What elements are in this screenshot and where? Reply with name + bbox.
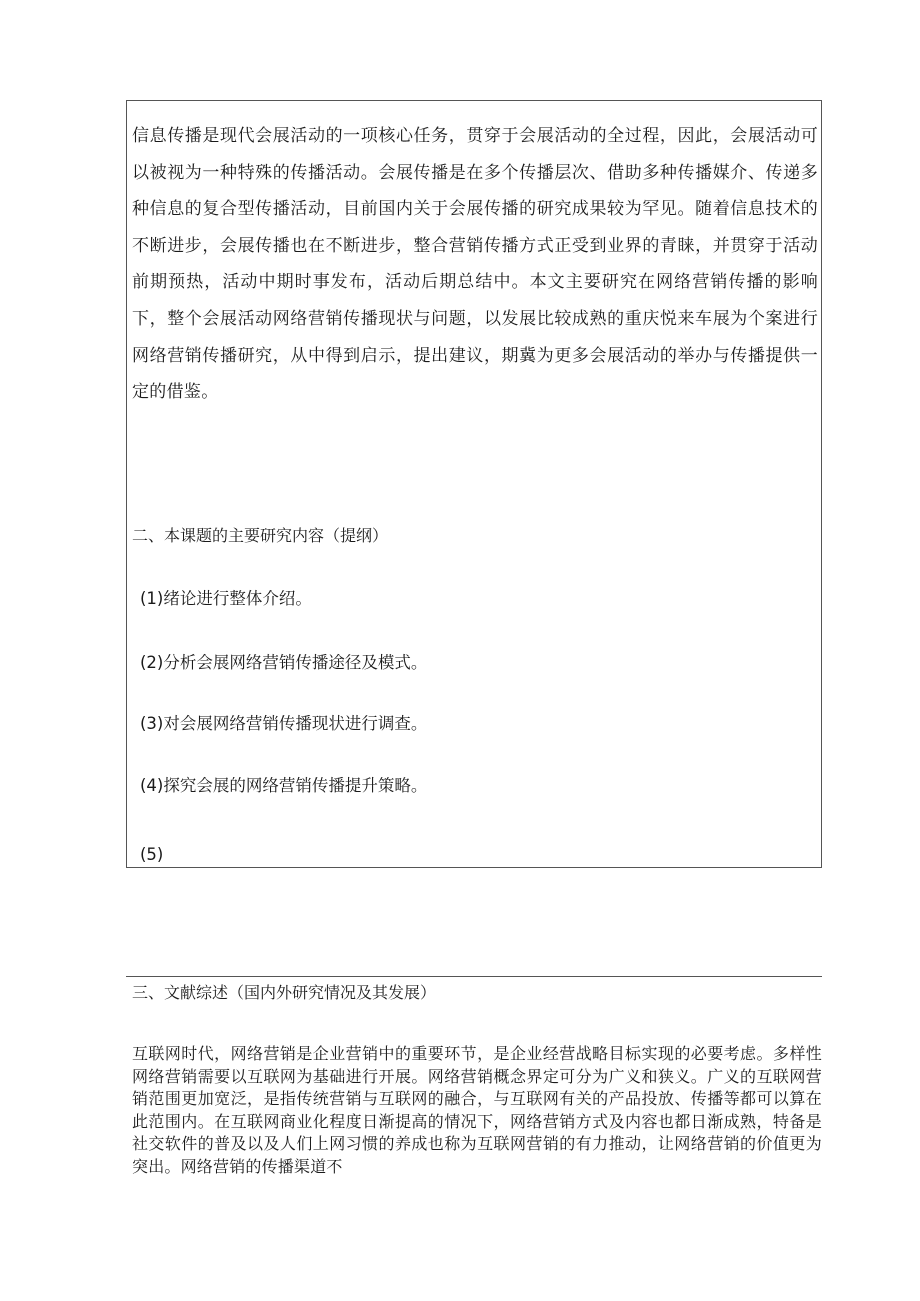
outline-item-5: (5) xyxy=(140,845,164,864)
outline-item-4: (4)探究会展的网络营销传播提升策略。 xyxy=(140,776,428,795)
outline-item-3: (3)对会展网络营销传播现状进行调查。 xyxy=(140,714,428,733)
section3-heading: 三、文献综述（国内外研究情况及其发展） xyxy=(132,983,437,1002)
literature-review-paragraph: 互联网时代，网络营销是企业营销中的重要环节，是企业经营战略目标实现的必要考虑。多样性网络营销需要以互联网为基础进行开展。网络营销概念界定可分为广义和狭义。广义的互联网营销范围更加宽泛，是指传统营销与互联网的融合，与互联网有关的产品投放、传播等都可以算在此范围内。在互联网商业化程度日渐提高的情况下，网络营销方式及内容也都日渐成熟，特备是社交软件的普及以及人们上网习惯的养成也称为互联网营销的有力推动，让网络营销的价值更为突出。网络营销的传播渠道不 xyxy=(132,1044,822,1176)
section2-heading: 二、本课题的主要研究内容（提纲） xyxy=(132,526,389,545)
outline-item-2: (2)分析会展网络营销传播途径及模式。 xyxy=(140,653,428,672)
intro-paragraph: 信息传播是现代会展活动的一项核心任务，贯穿于会展活动的全过程，因此，会展活动可以被视为一种特殊的传播活动。会展传播是在多个传播层次、借助多种传播媒介、传递多种信息的复合型传播活动，目前国内关于会展传播的研究成果较为罕见。随着信息技术的不断进步，会展传播也在不断进步，整合营销传播方式正受到业界的青睐，并贯穿于活动前期预热，活动中期时事发布，活动后期总结中。本文主要研究在网络营销传播的影响下，整个会展活动网络营销传播现状与问题，以发展比较成熟的重庆悦来车展为个案进行网络营销传播研究，从中得到启示，提出建议，期冀为更多会展活动的举办与传播提供一定的借鉴。 xyxy=(132,126,818,403)
section-divider xyxy=(126,976,822,977)
outline-item-1: (1)绪论进行整体介绍。 xyxy=(140,589,312,608)
